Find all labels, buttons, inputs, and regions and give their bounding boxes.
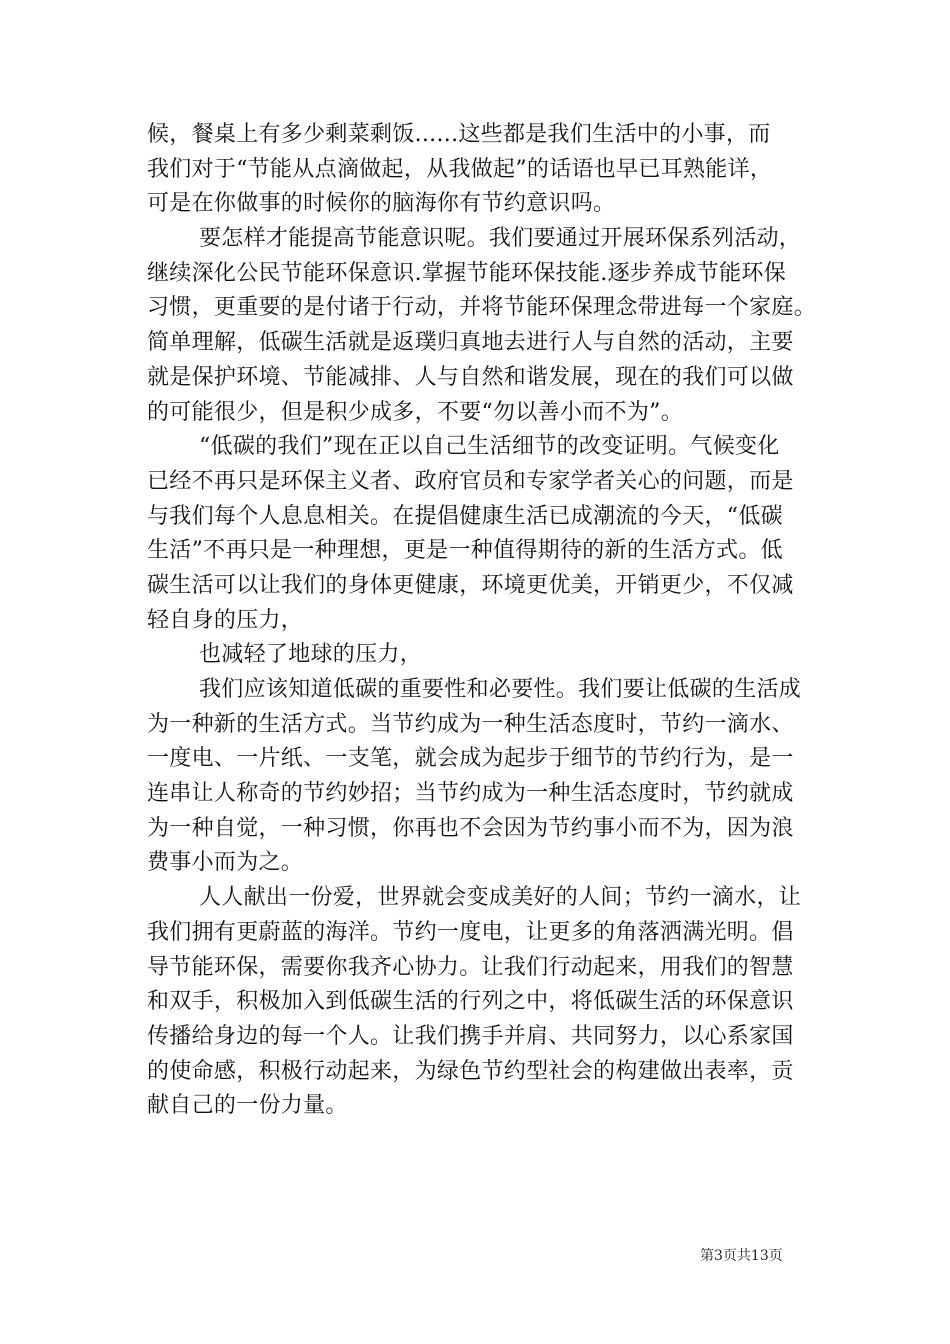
text-line: 为一种自觉，一种习惯，你再也不会因为节约事小而不为，因为浪 — [147, 815, 794, 841]
text-line: 的可能很少，但是积少成多，不要“勿以善小而不为”。 — [147, 399, 683, 425]
text-line: 连串让人称奇的节约妙招；当节约成为一种生活态度时，节约就成 — [147, 781, 794, 807]
paragraph-first-line: 我们应该知道低碳的重要性和必要性。我们要让低碳的生活成 — [199, 677, 802, 702]
paragraph-first-line: 要怎样才能提高节能意识呢。我们要通过开展环保系列活动， — [199, 226, 802, 252]
text-line: 就是保护环境、节能减排、人与自然和谐发展，现在的我们可以做 — [147, 364, 794, 390]
text-line: 我们对于“节能从点滴做起，从我做起”的话语也早已耳熟能详， — [147, 156, 773, 182]
text-line: 一度电、一片纸、一支笔，就会成为起步于细节的节约行为，是一 — [147, 746, 794, 772]
page-number: 第3页共13页 — [700, 1248, 783, 1264]
text-line: 费事小而为之。 — [147, 850, 304, 876]
text-line: 我们拥有更蔚蓝的海洋。节约一度电，让更多的角落洒满光明。倡 — [147, 919, 794, 945]
text-line: 生活”不再只是一种理想，更是一种值得期待的新的生活方式。低 — [147, 538, 783, 564]
text-line: 献自己的一份力量。 — [147, 1093, 348, 1119]
text-line: 已经不再只是环保主义者、政府官员和专家学者关心的问题，而是 — [147, 468, 794, 494]
paragraph-first-line: “低碳的我们”现在正以自己生活细节的改变证明。气候变化 — [199, 434, 780, 460]
text-line: 传播给身边的每一个人。让我们携手并肩、共同努力，以心系家国 — [147, 1023, 794, 1049]
text-line: 可是在你做事的时候你的脑海你有节约意识吗。 — [147, 191, 616, 217]
text-line: 轻自身的压力， — [147, 607, 304, 633]
text-line: 为一种新的生活方式。当节约成为一种生活态度时，节约一滴水、 — [147, 711, 794, 737]
text-line: 习惯，更重要的是付诸于行动，并将节能环保理念带进每一个家庭。 — [147, 295, 817, 321]
paragraph-first-line: 也减轻了地球的压力， — [199, 642, 423, 668]
text-line: 的使命感，积极行动起来，为绿色节约型社会的构建做出表率，贡 — [147, 1058, 794, 1084]
document-body — [147, 118, 817, 1124]
text-line: 候，餐桌上有多少剩菜剩饭......这些都是我们生活中的小事，而 — [147, 122, 771, 147]
paragraph-first-line: 人人献出一份爱，世界就会变成美好的人间；节约一滴水，让 — [199, 885, 802, 911]
text-line: 简单理解，低碳生活就是返璞归真地去进行人与自然的活动，主要 — [147, 330, 794, 356]
text-line: 和双手，积极加入到低碳生活的行列之中，将低碳生活的环保意识 — [147, 989, 794, 1015]
text-line: 碳生活可以让我们的身体更健康，环境更优美，开销更少，不仅减 — [147, 572, 794, 598]
text-line: 与我们每个人息息相关。在提倡健康生活已成潮流的今天，“低碳 — [147, 503, 783, 529]
text-line: 导节能环保，需要你我齐心协力。让我们行动起来，用我们的智慧 — [147, 954, 794, 980]
text-line: 继续深化公民节能环保意识.掌握节能环保技能.逐步养成节能环保 — [147, 260, 786, 286]
